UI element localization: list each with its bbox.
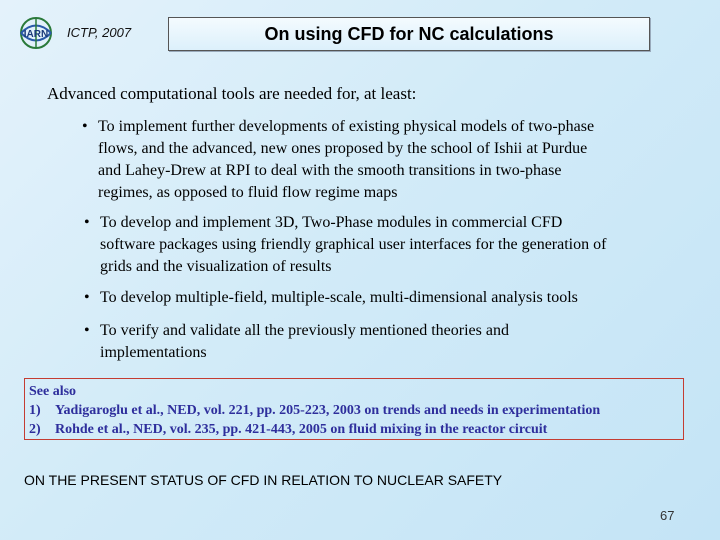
svg-text:IARN: IARN — [23, 29, 49, 40]
bullet-line: implementations — [100, 344, 207, 361]
bullet-line: To develop multiple-field, multiple-scale, multi-dimensional analysis tools — [100, 289, 578, 306]
reference-item — [29, 420, 679, 439]
intro-text: Advanced computational tools are needed for, at least: — [47, 84, 417, 103]
bullet-marker: • — [84, 214, 90, 231]
reference-number: 1) — [29, 403, 41, 418]
bullet-line: software packages using friendly graphical user interfaces for the generation of — [100, 236, 607, 253]
ictp-logo-icon — [14, 13, 58, 53]
reference-number: 2) — [29, 422, 41, 437]
slide-title-box — [168, 17, 650, 51]
bullet-item — [84, 320, 509, 364]
bullet-line: To develop and implement 3D, Two-Phase modules in commercial CFD — [100, 214, 563, 231]
slide-title: On using CFD for NC calculations — [264, 24, 554, 44]
footer-caption: ON THE PRESENT STATUS OF CFD IN RELATION TO NUCLEAR SAFETY — [24, 472, 503, 488]
bullet-item — [82, 116, 595, 204]
bullet-marker: • — [84, 289, 90, 306]
bullet-line: To implement further developments of existing physical models of two-phase — [98, 118, 595, 135]
bullet-line: regimes, as opposed to fluid flow regime maps — [98, 184, 398, 201]
bullet-item — [84, 212, 607, 278]
bullet-marker: • — [82, 118, 88, 135]
reference-text: Rohde et al., NED, vol. 235, pp. 421-443, 2005 on fluid mixing in the reactor circuit — [55, 422, 548, 437]
bullet-line: flows, and the advanced, new ones proposed by the school of Ishii at Purdue — [98, 140, 588, 157]
reference-item — [29, 401, 679, 420]
page-number: 67 — [660, 508, 675, 523]
see-also-box — [24, 378, 684, 440]
bullet-line: and Lahey-Drew at RPI to deal with the smooth transitions in two-phase — [98, 162, 562, 179]
see-also-heading: See also — [29, 384, 77, 399]
bullet-item — [84, 287, 578, 309]
reference-text: Yadigaroglu et al., NED, vol. 221, pp. 205-223, 2003 on trends and needs in experimentation — [55, 403, 601, 418]
bullet-line: To verify and validate all the previously mentioned theories and — [100, 322, 509, 339]
bullet-line: grids and the visualization of results — [100, 258, 332, 275]
bullet-marker: • — [84, 322, 90, 339]
conference-label: ICTP, 2007 — [67, 25, 132, 40]
